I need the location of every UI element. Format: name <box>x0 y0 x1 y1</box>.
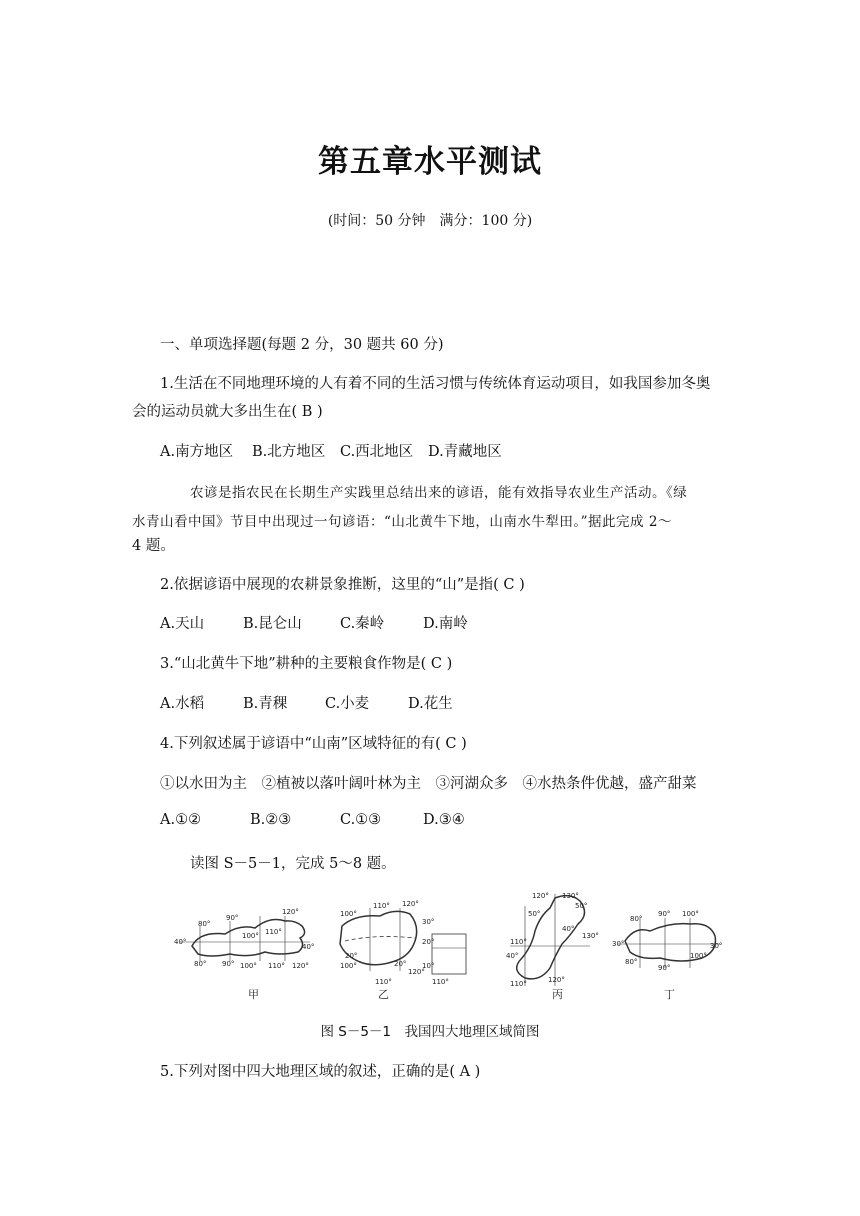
ding-label: 80° <box>630 915 643 923</box>
q4-stem: 4.下列叙述属于谚语中“山南”区域特征的有( C ) <box>160 736 467 752</box>
yi-label: 20° <box>345 952 358 960</box>
q3-stem: 3.“山北黄牛下地”耕种的主要粮食作物是( C ) <box>160 656 453 672</box>
jia-label: 120° <box>292 962 309 970</box>
jia-label: 40° <box>302 943 315 951</box>
option-b: B.北方地区 <box>252 444 326 460</box>
q1-options <box>160 440 502 461</box>
bing-label: 40° <box>562 925 575 933</box>
test-info: (时间：50 分钟 满分：100 分) <box>327 213 533 229</box>
q4-statements: ①以水田为主 ②植被以落叶阔叶林为主 ③河湖众多 ④水热条件优越，盛产甜菜 <box>160 776 697 792</box>
q5-stem: 5.下列对图中四大地理区域的叙述，正确的是( A ) <box>160 1064 481 1080</box>
option-c: C.①③ <box>340 812 382 828</box>
bing-label: 50° <box>575 902 588 910</box>
regional-maps-figure <box>170 886 723 1006</box>
ding-label: 30° <box>612 940 625 948</box>
option-c: C.秦岭 <box>340 616 385 632</box>
bing-label: 130° <box>562 892 579 900</box>
option-d: D.③④ <box>423 812 465 828</box>
ding-label: 90° <box>658 910 671 918</box>
option-a: A.天山 <box>160 616 205 632</box>
yi-label: 110° <box>432 978 449 986</box>
q2-options <box>160 612 468 633</box>
ding-label: 100° <box>682 910 699 918</box>
yi-label: 20° <box>394 960 407 968</box>
yi-label: 100° <box>340 962 357 970</box>
panel-label-jia: 甲 <box>248 988 259 1001</box>
option-c: C.小麦 <box>325 696 370 712</box>
intro-line1: 农谚是指农民在长期生产实践里总结出来的谚语，能有效指导农业生产活动。《绿 <box>190 485 688 501</box>
jia-label: 80° <box>194 960 207 968</box>
bing-label: 50° <box>528 910 541 918</box>
option-d: D.南岭 <box>423 616 468 632</box>
page-title: 第五章水平测试 <box>318 144 542 180</box>
q3-options <box>160 692 453 713</box>
panel-label-ding: 丁 <box>664 988 675 1001</box>
bing-label: 120° <box>532 892 549 900</box>
jia-label: 100° <box>240 962 257 970</box>
bing-label: 110° <box>510 938 527 946</box>
yi-label: 110° <box>373 902 390 910</box>
bing-label: 120° <box>548 976 565 984</box>
section-heading: 一、单项选择题(每题 2 分，30 题共 60 分) <box>160 337 444 353</box>
jia-label: 80° <box>198 920 211 928</box>
bing-label: 130° <box>582 932 599 940</box>
yi-label: 120° <box>408 968 425 976</box>
jia-label: 100° <box>242 932 259 940</box>
yi-label: 100° <box>340 910 357 918</box>
yi-label: 120° <box>402 900 419 908</box>
yi-label: 30° <box>422 918 435 926</box>
ding-label: 80° <box>625 958 638 966</box>
option-b: B.昆仑山 <box>243 616 302 632</box>
q1-stem-line2: 会的运动员就大多出生在( B ) <box>132 404 323 420</box>
panel-label-bing: 丙 <box>552 988 563 1001</box>
yi-label: 10° <box>422 962 435 970</box>
yi-label: 20° <box>422 938 435 946</box>
figure-instruction: 读图 S－5－1，完成 5～8 题。 <box>190 856 396 872</box>
panel-label-yi: 乙 <box>378 988 389 1001</box>
jia-label: 90° <box>222 960 235 968</box>
jia-label: 120° <box>282 908 299 916</box>
q1-stem-line1: 1.生活在不同地理环境的人有着不同的生活习惯与传统体育运动项目，如我国参加冬奥 <box>160 376 711 392</box>
option-a: A.水稻 <box>160 696 205 712</box>
bing-label: 40° <box>506 952 519 960</box>
q2-stem: 2.依据谚语中展现的农耕景象推断，这里的“山”是指( C ) <box>160 577 525 593</box>
option-d: D.花生 <box>408 696 453 712</box>
ding-label: 30° <box>710 942 723 950</box>
bing-label: 110° <box>510 980 527 988</box>
figure-caption: 图 S－5－1 我国四大地理区域简图 <box>320 1024 540 1040</box>
jia-label: 110° <box>268 962 285 970</box>
ding-label: 90° <box>658 964 671 972</box>
option-a: A.①② <box>160 812 202 828</box>
ding-label: 100° <box>690 952 707 960</box>
option-d: D.青藏地区 <box>428 444 502 460</box>
intro-line3: 4 题。 <box>132 538 175 554</box>
option-a: A.南方地区 <box>160 444 234 460</box>
jia-label: 90° <box>226 914 239 922</box>
option-c: C.西北地区 <box>340 444 414 460</box>
option-b: B.青稞 <box>243 696 288 712</box>
jia-label: 40° <box>174 938 187 946</box>
q4-options <box>160 812 465 828</box>
intro-line2: 水青山看中国》节目中出现过一句谚语：“山北黄牛下地，山南水牛犁田。”据此完成 2～ <box>132 514 672 530</box>
option-b: B.②③ <box>250 812 292 828</box>
jia-label: 110° <box>265 928 282 936</box>
yi-label: 110° <box>375 978 392 986</box>
